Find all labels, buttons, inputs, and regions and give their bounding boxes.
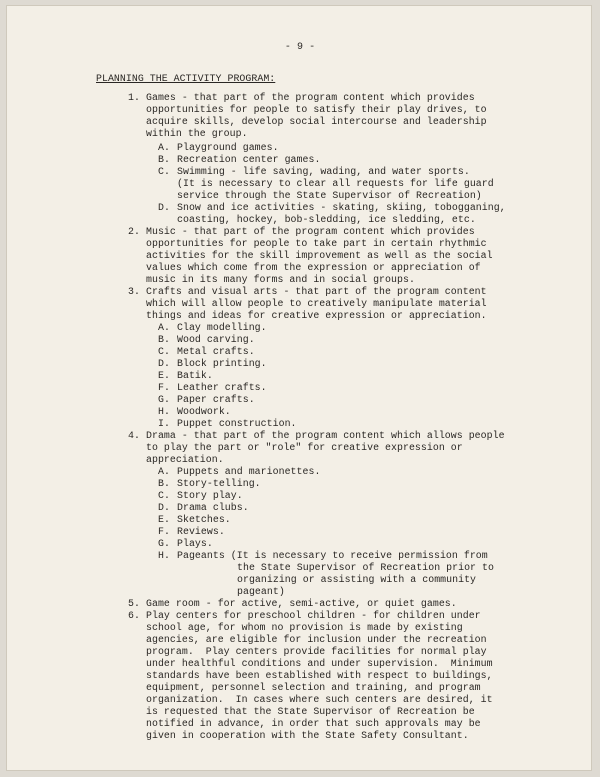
subitem-text: Block printing. — [177, 358, 267, 369]
subitem-letter: A. — [158, 142, 170, 153]
subitem-text: Sketches. — [177, 514, 231, 525]
subitem-text: Paper crafts. — [177, 394, 255, 405]
subitem-text: Metal crafts. — [177, 346, 255, 357]
subitem-letter: H. — [158, 406, 170, 417]
subitem-letter: C. — [158, 346, 170, 357]
item-text-line: Games - that part of the program content which provides — [146, 92, 475, 103]
item-text-line: is requested that the State Supervisor of Recreation be — [146, 706, 475, 717]
item-number: 6. — [128, 610, 140, 621]
item-text-line: opportunities for people to take part in certain rhythmic — [146, 238, 487, 249]
item-text-line: within the group. — [146, 128, 248, 139]
subitem-text: Reviews. — [177, 526, 225, 537]
section-heading: PLANNING THE ACTIVITY PROGRAM: — [96, 73, 276, 84]
item-number: 1. — [128, 92, 140, 103]
subitem-text: Drama clubs. — [177, 502, 249, 513]
subitem-text: Clay modelling. — [177, 322, 267, 333]
item-text-line: given in cooperation with the State Safety Consultant. — [146, 730, 469, 741]
subitem-letter: B. — [158, 334, 170, 345]
item-number: 3. — [128, 286, 140, 297]
subitem-letter: B. — [158, 154, 170, 165]
subitem-text: Woodwork. — [177, 406, 231, 417]
item-text-line: organization. In cases where such centers are desired, it — [146, 694, 493, 705]
subitem-text: Plays. — [177, 538, 213, 549]
item-text-line: appreciation. — [146, 454, 224, 465]
subitem-letter: D. — [158, 502, 170, 513]
subitem-text: Puppets and marionettes. — [177, 466, 321, 477]
item-text-line: opportunities for people to satisfy their play drives, to — [146, 104, 487, 115]
subitem-letter: H. — [158, 550, 170, 561]
page-number: - 9 - — [284, 42, 316, 53]
subitem-text: Recreation center games. — [177, 154, 321, 165]
item-text-line: acquire skills, develop social intercourse and leadership — [146, 116, 487, 127]
subitem-text: Leather crafts. — [177, 382, 267, 393]
item-number: 4. — [128, 430, 140, 441]
subitem-text: Wood carving. — [177, 334, 255, 345]
subitem-letter: A. — [158, 322, 170, 333]
item-text-line: equipment, personnel selection and training, and program — [146, 682, 481, 693]
subitem-text: organizing or assisting with a community — [237, 574, 477, 585]
subitem-letter: I. — [158, 418, 170, 429]
item-text-line: values which come from the expression or appreciation of — [146, 262, 481, 273]
subitem-text: coasting, hockey, bob-sledding, ice sledding, etc. — [177, 214, 476, 225]
item-text-line: Music - that part of the program content which provides — [146, 226, 475, 237]
subitem-text: Snow and ice activities - skating, skiing, tobogganing, — [177, 202, 506, 213]
item-text-line: activities for the skill improvement as well as the social — [146, 250, 493, 261]
subitem-text: Swimming - life saving, wading, and water sports. — [177, 166, 470, 177]
subitem-text: (It is necessary to clear all requests for life guard — [177, 178, 494, 189]
item-text-line: Crafts and visual arts - that part of the program content — [146, 286, 487, 297]
subitem-letter: G. — [158, 394, 170, 405]
subitem-text: Story play. — [177, 490, 243, 501]
subitem-text: Playground games. — [177, 142, 279, 153]
subitem-letter: E. — [158, 514, 170, 525]
item-text-line: notified in advance, in order that such approvals may be — [146, 718, 481, 729]
item-text-line: things and ideas for creative expression or appreciation. — [146, 310, 487, 321]
subitem-text: Batik. — [177, 370, 213, 381]
subitem-letter: C. — [158, 166, 170, 177]
subitem-text: service through the State Supervisor of Recreation) — [177, 190, 482, 201]
item-number: 2. — [128, 226, 140, 237]
subitem-letter: D. — [158, 202, 170, 213]
subitem-letter: F. — [158, 382, 170, 393]
subitem-letter: C. — [158, 490, 170, 501]
item-number: 5. — [128, 598, 140, 609]
item-text-line: program. Play centers provide facilities for normal play — [146, 646, 487, 657]
subitem-letter: A. — [158, 466, 170, 477]
subitem-letter: F. — [158, 526, 170, 537]
subitem-letter: E. — [158, 370, 170, 381]
item-text-line: under healthful conditions and under supervision. Minimum — [146, 658, 493, 669]
item-text-line: which will allow people to creatively manipulate material — [146, 298, 487, 309]
item-text-line: Game room - for active, semi-active, or quiet games. — [146, 598, 457, 609]
subitem-text: Puppet construction. — [177, 418, 297, 429]
subitem-text: pageant) — [237, 586, 285, 597]
item-text-line: standards have been established with respect to buildings, — [146, 670, 493, 681]
subitem-text: Story-telling. — [177, 478, 261, 489]
subitem-letter: B. — [158, 478, 170, 489]
subitem-text: the State Supervisor of Recreation prior to — [237, 562, 494, 573]
subitem-text: Pageants (It is necessary to receive permission from — [177, 550, 488, 561]
item-text-line: school age, for whom no provision is made by existing — [146, 622, 463, 633]
subitem-letter: D. — [158, 358, 170, 369]
item-text-line: music in its many forms and in social groups. — [146, 274, 415, 285]
subitem-letter: G. — [158, 538, 170, 549]
item-text-line: Drama - that part of the program content which allows people — [146, 430, 505, 441]
item-text-line: Play centers for preschool children - for children under — [146, 610, 481, 621]
item-text-line: agencies, are eligible for inclusion under the recreation — [146, 634, 487, 645]
item-text-line: to play the part or "role" for creative expression or — [146, 442, 463, 453]
